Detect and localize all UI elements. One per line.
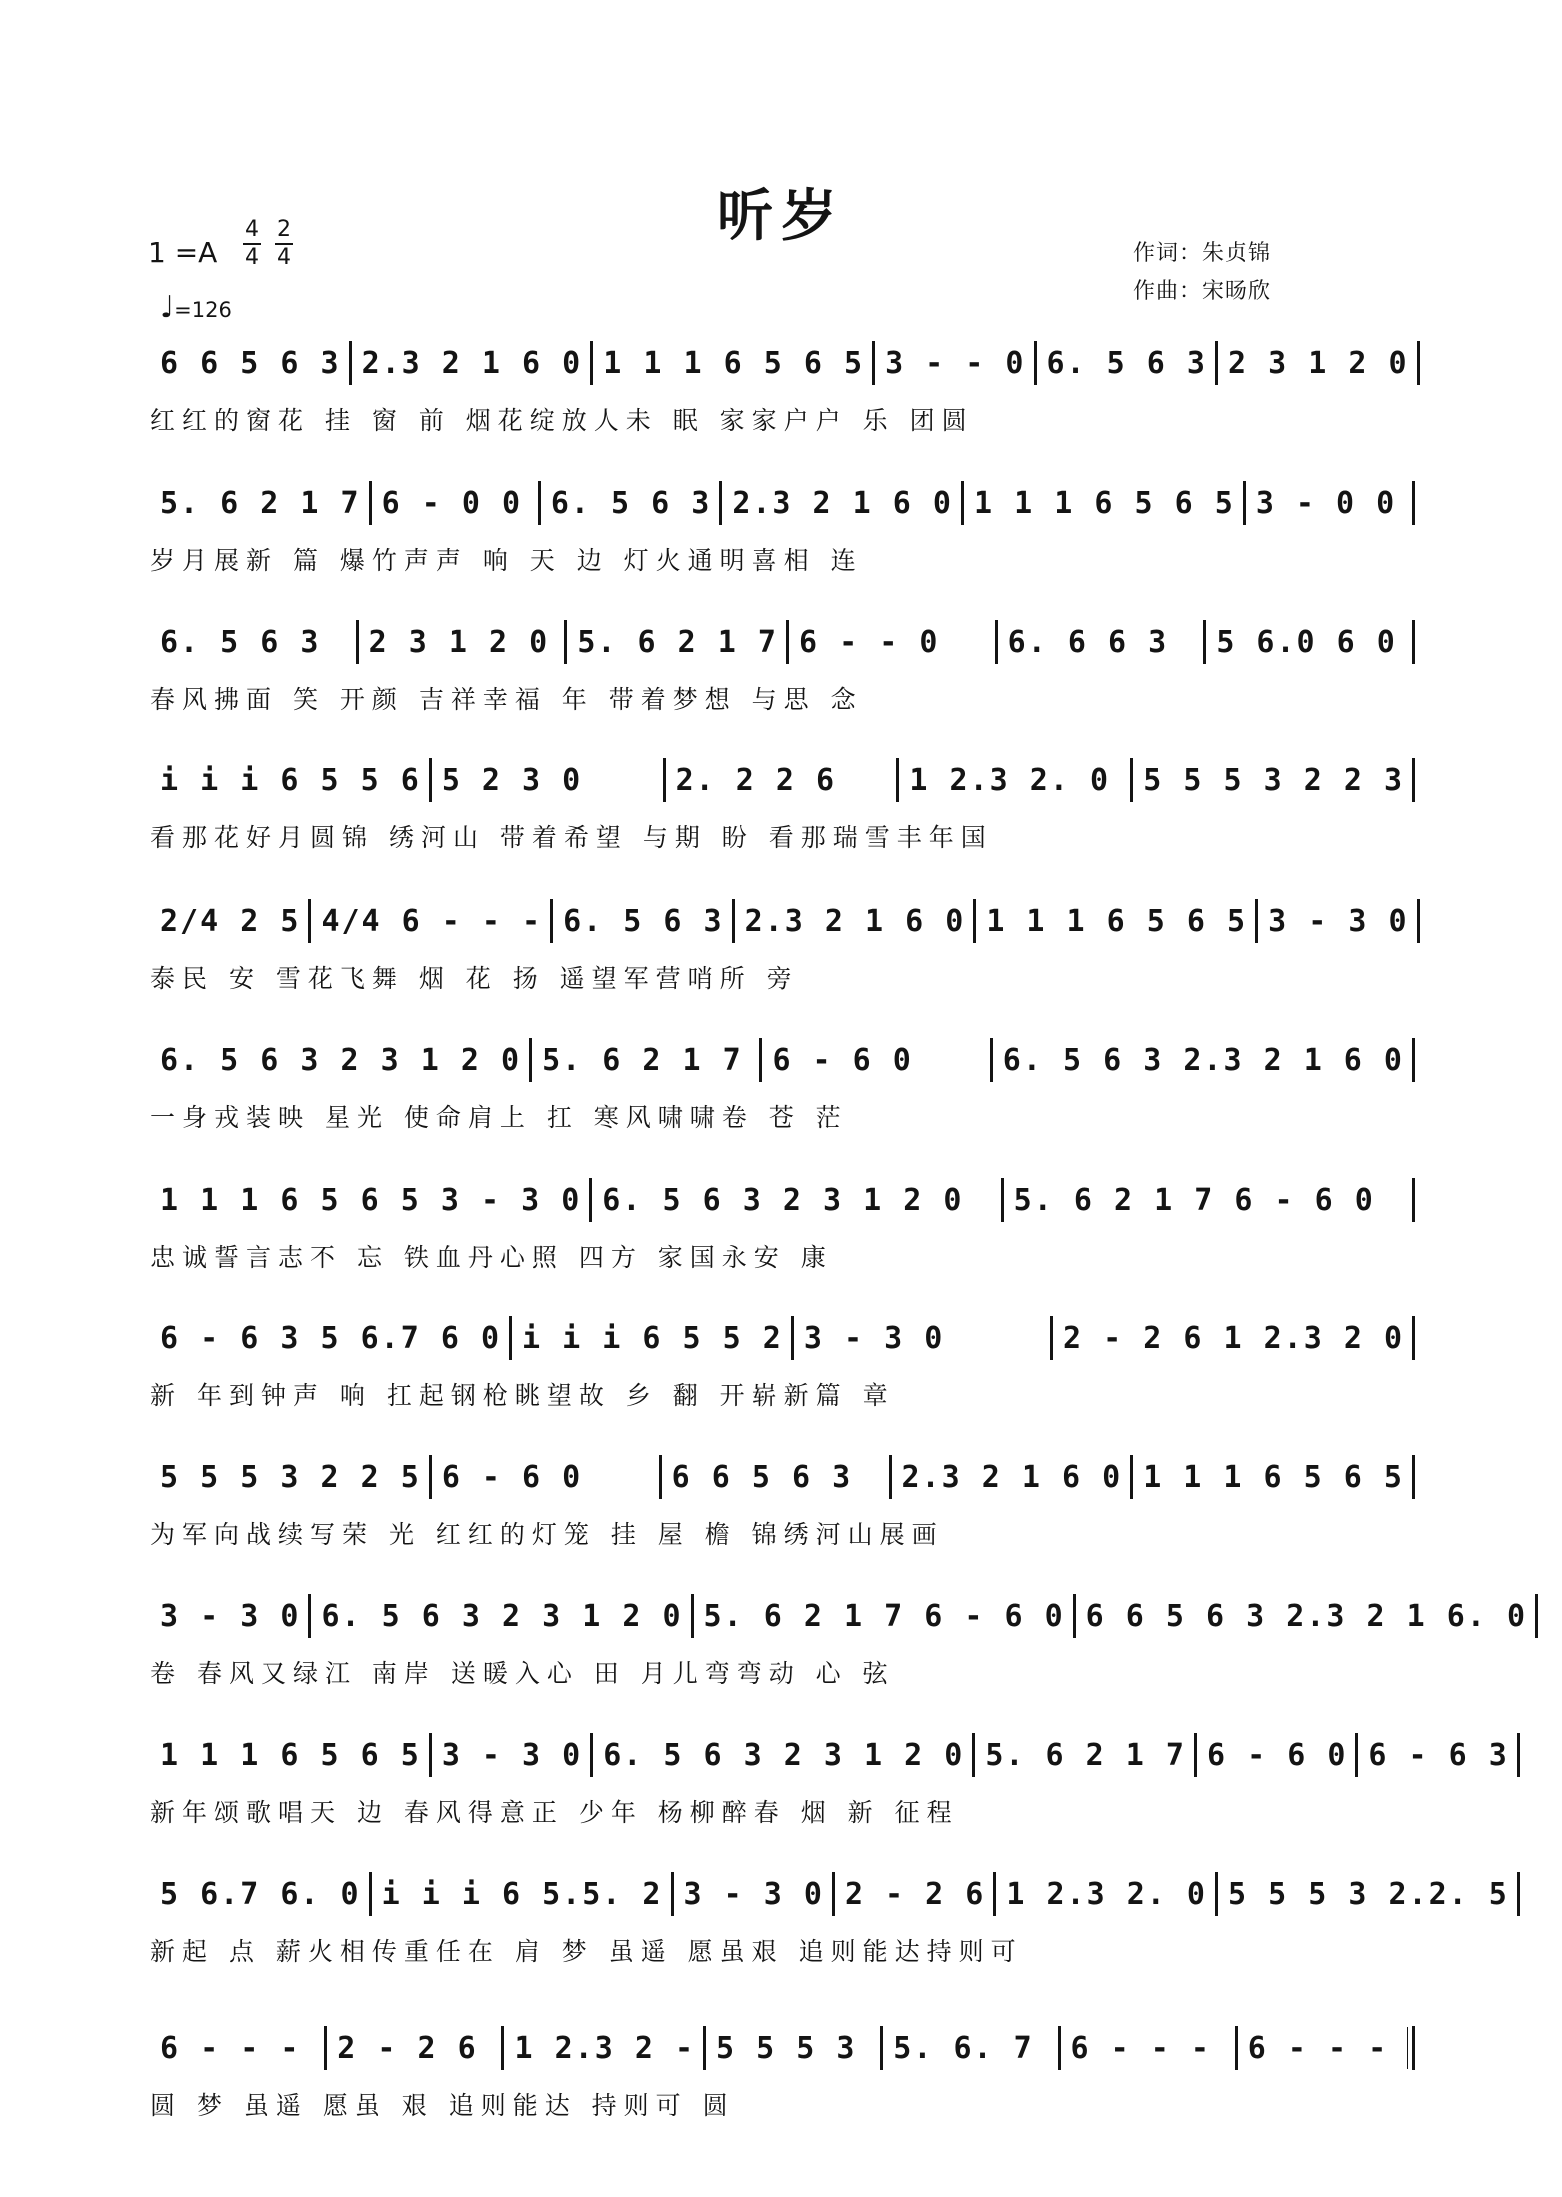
measure: 6. 5 6 3 2.3 2 1 6 0 [1002, 1042, 1404, 1078]
score-row [150, 1727, 1509, 1829]
measure: 5. 6. 7 [893, 2030, 1034, 2066]
lyric-line: 新起 点 薪火相传重任在 肩 梦 虽遥 愿虽艰 追则能达持则可 [150, 1937, 1023, 1966]
measure: 5. 6 2 1 7 [577, 624, 778, 660]
score-row [150, 335, 1415, 437]
lyric-line: 新年颂歌唱天 边 春风得意正 少年 杨柳醉春 烟 新 征程 [150, 1798, 959, 1827]
lyric-line: 看那花好月圆锦 绣河山 带着希望 与期 盼 看那瑞雪丰年国 [150, 823, 993, 852]
meter-a-top: 4 [245, 217, 259, 242]
measure: 3 - 3 0 [441, 1737, 583, 1773]
measure: 1 2.3 2 - [514, 2030, 696, 2066]
measure: 6 - - - [160, 2030, 301, 2066]
notation-line [150, 614, 1415, 670]
measure: 1 2.3 2. 0 [1006, 1876, 1207, 1912]
measure: 1 1 1 6 5 6 5 [603, 345, 865, 381]
lyric-line: 新 年到钟声 响 扛起钢枪眺望故 乡 翻 开崭新篇 章 [150, 1381, 895, 1410]
quarter-note-icon: ♩ [160, 290, 175, 325]
measure: 3 - 3 0 [1268, 903, 1409, 939]
time-signature-4-4 [243, 218, 261, 270]
measure: 2 3 1 2 0 [368, 624, 550, 660]
measure: 5 6.7 6. 0 [160, 1876, 361, 1912]
barline [1412, 1316, 1415, 1360]
notation-line [150, 1588, 1528, 1644]
measure: 5. 6 2 1 7 6 - 6 0 [703, 1598, 1065, 1634]
lyricist-credit: 作词：朱贞锦 [1133, 241, 1272, 266]
notation-line [150, 475, 1415, 531]
lyric-line: 卷 春风又绿江 南岸 送暖入心 田 月儿弯弯动 心 弦 [150, 1659, 895, 1688]
score-row [150, 475, 1415, 577]
measure: 2.3 2 1 6 0 [361, 345, 583, 381]
measure: 6 6 5 6 3 [160, 345, 341, 381]
barline [1412, 1038, 1415, 1082]
score-row [150, 1866, 1509, 1968]
key-signature: 1 =A [148, 236, 218, 269]
notation-line [150, 1310, 1415, 1366]
measure: 6. 5 6 3 2 3 1 2 0 [602, 1182, 964, 1218]
notation-line [150, 1449, 1415, 1505]
score-row [150, 893, 1415, 995]
lyric-line: 圆 梦 虽遥 愿虽 艰 追则能达 持则可 圆 [150, 2091, 735, 2120]
measure: 6. 5 6 3 [1046, 345, 1207, 381]
measure: 6 6 5 6 3 2.3 2 1 6. 0 [1085, 1598, 1528, 1634]
barline [1412, 1455, 1415, 1499]
meter-b-top: 2 [277, 217, 291, 242]
measure: 6 - 6 0 [441, 1459, 583, 1495]
measure: 6 - - 0 [798, 624, 940, 660]
measure: 6 - - - [1247, 2030, 1389, 2066]
measure: 6 - 6 0 [1206, 1737, 1348, 1773]
barline [1535, 1594, 1538, 1638]
measure: 3 - - 0 [885, 345, 1026, 381]
notation-line [150, 893, 1415, 949]
measure: 5. 6 2 1 7 [985, 1737, 1186, 1773]
barline [1417, 341, 1420, 385]
notation-line [150, 2020, 1415, 2076]
measure: 6. 5 6 3 2 3 1 2 0 [160, 1042, 522, 1078]
measure: 5 5 5 3 [716, 2030, 857, 2066]
barline [1412, 481, 1415, 525]
measure: 2. 2 2 6 [675, 762, 837, 798]
composer-credit: 作曲：宋旸欣 [1133, 279, 1272, 304]
meter-b-bottom: 4 [277, 245, 291, 270]
score-row [150, 1032, 1415, 1134]
measure: 1 1 1 6 5 6 5 [1143, 1459, 1404, 1495]
measure: 5 5 5 3 2 2 5 [160, 1459, 421, 1495]
score-row [150, 1172, 1415, 1274]
score-row [150, 752, 1415, 854]
barline [1412, 1178, 1415, 1222]
lyric-line: 岁月展新 篇 爆竹声声 响 天 边 灯火通明喜相 连 [150, 546, 863, 575]
measure: 1 1 1 6 5 6 5 [974, 485, 1235, 521]
measure: 4/4 6 - - - [321, 903, 543, 939]
lyric-line: 红红的窗花 挂 窗 前 烟花绽放人未 眠 家家户户 乐 团圆 [150, 406, 974, 435]
measure: 5 5 5 3 2 2 3 [1143, 762, 1405, 798]
measure: 6 - 6 0 [772, 1042, 913, 1078]
notation-line [150, 1172, 1415, 1228]
tempo-marking [160, 290, 232, 325]
measure: 2 - 2 6 1 2.3 2 0 [1062, 1320, 1404, 1356]
score-row [150, 2020, 1415, 2122]
score-row [150, 1449, 1415, 1551]
measure: i i i 6 5 5 2 [522, 1320, 783, 1356]
measure: 2 3 1 2 0 [1228, 345, 1409, 381]
measure: 2.3 2 1 6 0 [744, 903, 966, 939]
measure: 6 - 6 3 5 6.7 6 0 [160, 1320, 502, 1356]
measure: 5. 6 2 1 7 [542, 1042, 743, 1078]
measure: 6. 6 6 3 [1007, 624, 1169, 660]
measure: 6. 5 6 3 2 3 1 2 0 [321, 1598, 683, 1634]
notation-line [150, 335, 1415, 391]
measure: 1 2.3 2. 0 [909, 762, 1111, 798]
notation-line [150, 1866, 1509, 1922]
barline [1417, 899, 1420, 943]
barline [1517, 1872, 1520, 1916]
measure: 6. 5 6 3 2 3 1 2 0 [603, 1737, 965, 1773]
measure: 2/4 2 5 [160, 903, 301, 939]
measure: 3 - 3 0 [160, 1598, 301, 1634]
measure: 1 1 1 6 5 6 5 [160, 1737, 421, 1773]
time-signature-2-4 [275, 218, 293, 270]
tempo-value: =126 [174, 298, 232, 322]
measure: 6 6 5 6 3 [671, 1459, 853, 1495]
notation-line [150, 752, 1415, 808]
lyric-line: 为军向战续写荣 光 红红的灯笼 挂 屋 檐 锦绣河山展画 [150, 1520, 944, 1549]
measure: 1 1 1 6 5 6 5 3 - 3 0 [160, 1182, 582, 1218]
score-row [150, 1588, 1528, 1690]
measure: 2.3 2 1 6 0 [732, 485, 953, 521]
measure: 6. 5 6 3 [160, 624, 321, 660]
measure: 6 - - - [1070, 2030, 1211, 2066]
measure: 2 - 2 6 [337, 2030, 478, 2066]
measure: i i i 6 5.5. 2 [381, 1876, 663, 1912]
notation-line [150, 1032, 1415, 1088]
lyric-line: 泰民 安 雪花飞舞 烟 花 扬 遥望军营哨所 旁 [150, 964, 799, 993]
measure: i i i 6 5 5 6 [160, 762, 421, 798]
barline [1412, 620, 1415, 664]
measure: 5. 6 2 1 7 6 - 6 0 [1013, 1182, 1375, 1218]
barline [1517, 1733, 1520, 1777]
measure: 3 - 0 0 [1255, 485, 1397, 521]
measure: 5 6.0 6 0 [1216, 624, 1397, 660]
score-row [150, 614, 1415, 716]
meter-a-bottom: 4 [245, 245, 259, 270]
measure: 1 1 1 6 5 6 5 [986, 903, 1248, 939]
measure: 5 2 3 0 [441, 762, 583, 798]
measure: 5. 6 2 1 7 [160, 485, 361, 521]
lyric-line: 忠诚誓言志不 忘 铁血丹心照 四方 家国永安 康 [150, 1243, 833, 1272]
measure: 6. 5 6 3 [550, 485, 712, 521]
lyric-line: 春风拂面 笑 开颜 吉祥幸福 年 带着梦想 与思 念 [150, 685, 863, 714]
measure: 6 - 0 0 [381, 485, 523, 521]
measure: 6 - 6 3 [1368, 1737, 1509, 1773]
final-barline [1412, 2026, 1415, 2070]
barline [1412, 758, 1415, 802]
measure: 3 - 3 0 [683, 1876, 824, 1912]
score-row [150, 1310, 1415, 1412]
lyric-line: 一身戎装映 星光 使命肩上 扛 寒风啸啸卷 苍 茫 [150, 1103, 848, 1132]
measure: 3 - 3 0 [803, 1320, 945, 1356]
measure: 5 5 5 3 2.2. 5 [1228, 1876, 1509, 1912]
measure: 2.3 2 1 6 0 [901, 1459, 1123, 1495]
measure: 2 - 2 6 [844, 1876, 986, 1912]
song-title: 听岁 [717, 184, 845, 249]
notation-line [150, 1727, 1509, 1783]
measure: 6. 5 6 3 [563, 903, 724, 939]
